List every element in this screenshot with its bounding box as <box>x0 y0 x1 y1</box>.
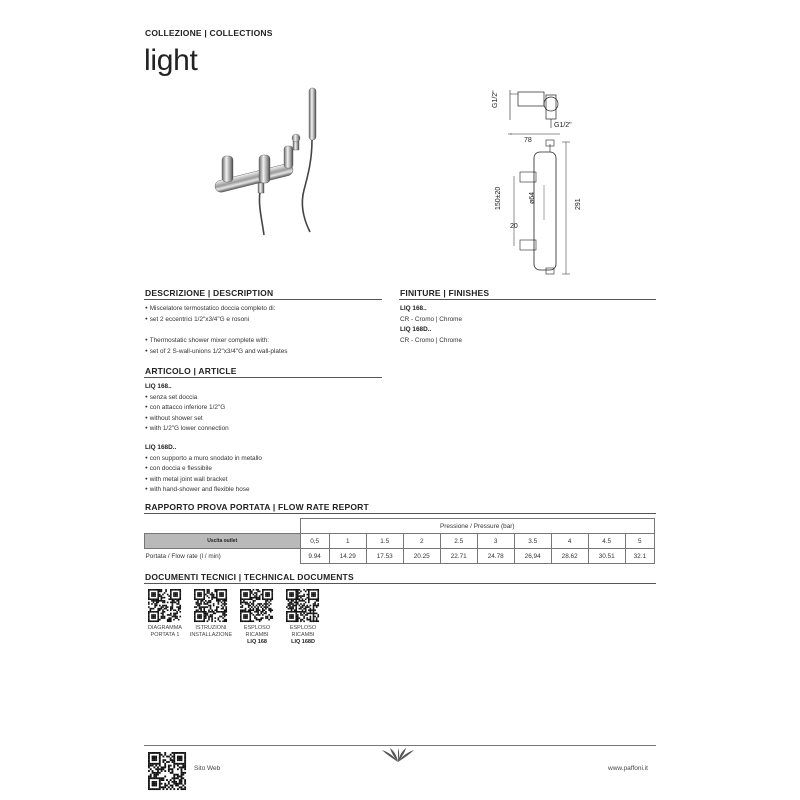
qr-caption-line2: PORTATA 1 <box>150 632 180 638</box>
dim-top-side: G1/2" <box>492 90 499 108</box>
qr-caption-line2: INSTALLAZIONE <box>189 632 233 638</box>
pressure-value: 2 <box>403 534 440 549</box>
dim-dia: ø64 <box>529 191 536 204</box>
qr-code-1[interactable] <box>148 589 181 622</box>
pressure-value: 1.5 <box>366 534 403 549</box>
dim-total-height: 291 <box>575 198 582 210</box>
article-line: ● without shower set <box>145 414 385 425</box>
qr-caption-line2: RICAMBI <box>245 632 269 638</box>
flow-rate-value: 26,94 <box>514 549 551 564</box>
footer-url: www.paffoni.it <box>608 765 648 772</box>
pressure-value: 3.5 <box>514 534 551 549</box>
brand-logo-mark <box>378 748 418 764</box>
pressure-header: Pressione / Pressure (bar) <box>300 519 655 534</box>
finishes-list <box>400 304 650 346</box>
flow-report-heading: RAPPORTO PROVA PORTATA | FLOW RATE REPORT <box>145 502 369 512</box>
article-code: LIQ 168.. <box>145 383 172 390</box>
article-line: ● with hand-shower and flexible hose <box>145 485 385 496</box>
product-title: light <box>144 44 198 77</box>
qr-caption <box>273 625 333 646</box>
description-heading: DESCRIZIONE | DESCRIPTION <box>145 288 274 298</box>
article-heading: ARTICOLO | ARTICLE <box>145 366 237 376</box>
qr-caption-line1: ESPLOSO <box>289 625 317 631</box>
finish-name: CR - Cromo | Chrome <box>400 315 463 323</box>
pressure-value: 5 <box>625 534 654 549</box>
footer-site-label: Sito Web <box>194 765 221 772</box>
dim-inner: 20 <box>510 223 518 230</box>
divider <box>144 513 656 514</box>
article-line: ● senza set doccia <box>145 393 385 404</box>
description-it <box>145 304 385 325</box>
qr-caption-line1: ISTRUZIONI <box>195 625 227 631</box>
divider <box>144 377 382 378</box>
flow-row <box>145 549 655 564</box>
pressure-value: 4 <box>551 534 588 549</box>
flow-rate-value: 14.29 <box>329 549 366 564</box>
footer-divider <box>144 745 656 746</box>
qr-code-3[interactable] <box>240 589 273 622</box>
flow-rate-value: 30.51 <box>588 549 625 564</box>
pressure-value: 0,5 <box>300 534 329 549</box>
finish-name: CR - Cromo | Chrome <box>400 336 463 344</box>
article-code: LIQ 168D.. <box>145 444 177 451</box>
documents-heading: DOCUMENTI TECNICI | TECHNICAL DOCUMENTS <box>145 572 354 582</box>
description-en <box>145 336 385 357</box>
article-line: ● con attacco inferiore 1/2"G <box>145 403 385 414</box>
article-line: ● with metal joint wall bracket <box>145 475 385 486</box>
footer-qr-code[interactable] <box>148 752 186 790</box>
divider <box>144 583 656 584</box>
dim-height-left: 150±20 <box>495 186 502 210</box>
qr-caption-line1: DIAGRAMMA <box>148 625 182 631</box>
outlet-label: Uscita outlet <box>145 534 301 549</box>
divider <box>144 299 382 300</box>
flow-rate-table <box>144 518 655 564</box>
qr-caption-code: LIQ 168 <box>247 639 267 645</box>
qr-caption-line2: RICAMBI <box>291 632 315 638</box>
finish-code: LIQ 168D.. <box>400 326 432 333</box>
description-en-line: ● Thermostatic shower mixer complete with: <box>145 336 385 347</box>
article-line: ● con doccia e flessibile <box>145 464 385 475</box>
description-en-line: ● set of 2 S-wall-unions 1/2"x3/4"G and wall-plates <box>145 347 385 358</box>
dim-width: 78 <box>524 137 532 144</box>
pressure-value: 3 <box>477 534 514 549</box>
flow-rate-value: 17.53 <box>366 549 403 564</box>
finish-code: LIQ 168.. <box>400 305 427 312</box>
flow-rate-value: 22.71 <box>440 549 477 564</box>
description-it-line: ● Miscelatore termostatico doccia completo di: <box>145 304 385 315</box>
flow-rate-value: 20.25 <box>403 549 440 564</box>
product-photo <box>200 80 330 240</box>
pressure-row <box>145 534 655 549</box>
flow-rate-value: 28.62 <box>551 549 588 564</box>
flow-row-label: Portata / Flow rate (l / min) <box>145 549 301 564</box>
article-group-1 <box>145 382 385 435</box>
flow-rate-value: 32.1 <box>625 549 654 564</box>
article-line: ● with 1/2"G lower connection <box>145 424 385 435</box>
qr-caption-code: LIQ 168D <box>291 639 315 645</box>
finishes-heading: FINITURE | FINISHES <box>400 288 490 298</box>
pressure-value: 1 <box>329 534 366 549</box>
dim-bottom-right: G1/2" <box>554 122 572 129</box>
pressure-value: 4.5 <box>588 534 625 549</box>
description-it-line: ● set 2 eccentrici 1/2"x3/4"G e rosoni <box>145 315 385 326</box>
technical-drawing-side <box>480 80 590 144</box>
technical-drawing-front <box>480 140 590 280</box>
qr-code-2[interactable] <box>194 589 227 622</box>
divider <box>399 299 656 300</box>
qr-caption-line1: ESPLOSO <box>243 625 271 631</box>
pressure-value: 2.5 <box>440 534 477 549</box>
flow-rate-value: 9.94 <box>300 549 329 564</box>
qr-code-4[interactable] <box>286 589 319 622</box>
article-group-2 <box>145 443 385 496</box>
flow-rate-value: 24.78 <box>477 549 514 564</box>
article-line: ● con supporto a muro snodato in metallo <box>145 454 385 465</box>
collection-label: COLLEZIONE | COLLECTIONS <box>145 28 273 38</box>
